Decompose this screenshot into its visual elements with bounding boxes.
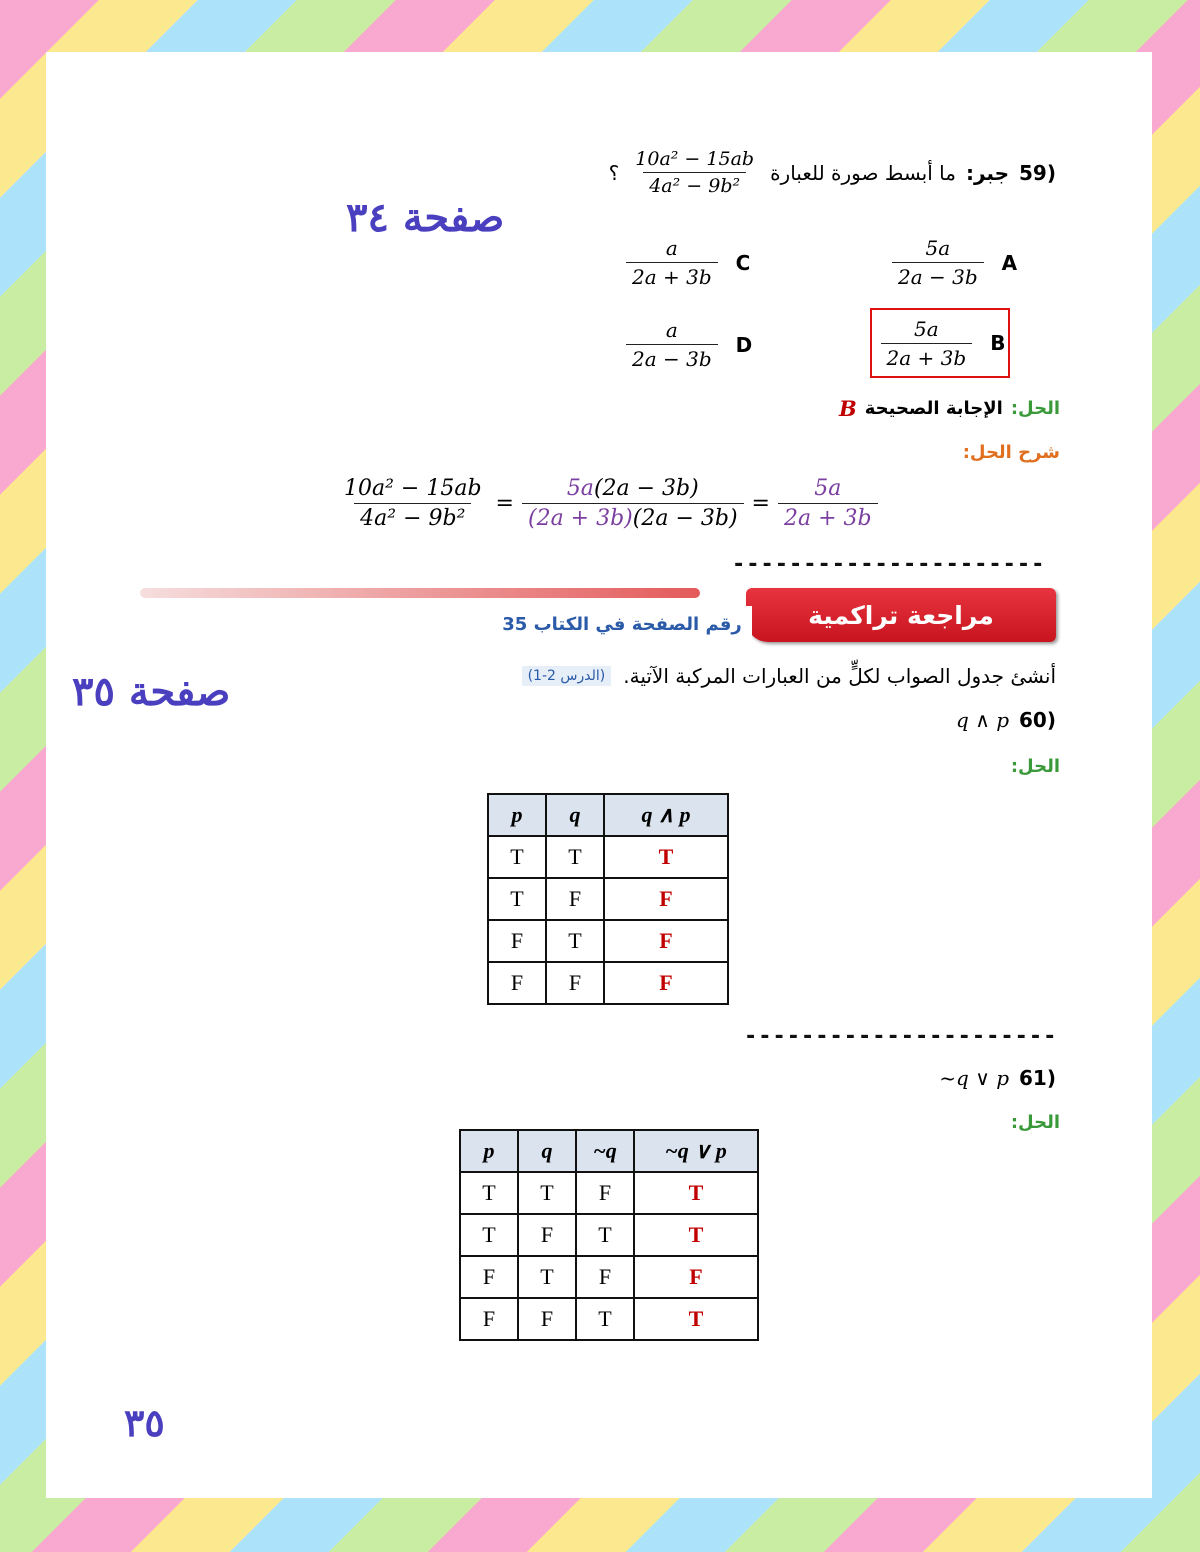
- page-sheet: [46, 52, 1152, 1498]
- explain-f2-num-a: 5a: [566, 476, 594, 501]
- q60-number: 60): [1019, 708, 1056, 732]
- q60-header-p: p: [488, 794, 546, 836]
- explain-label: شرح الحل:: [962, 442, 1060, 463]
- cell: F: [546, 878, 604, 920]
- option-b-fraction: [881, 317, 973, 370]
- q59-number: 59): [1019, 160, 1056, 185]
- cell: F: [488, 920, 546, 962]
- q60-solution-label: الحل:: [1010, 756, 1060, 777]
- cell: T: [488, 836, 546, 878]
- solution-label: الحل:: [1010, 398, 1060, 419]
- q61-header-notq: ~q: [576, 1130, 634, 1172]
- q59-expression: [629, 148, 760, 197]
- table-row: [460, 1256, 758, 1298]
- explain-fraction-2: [522, 476, 744, 531]
- option-a-den: 2a − 3b: [892, 262, 984, 289]
- page-label-35: صفحة ٣٥: [72, 668, 231, 715]
- option-c-label: C: [735, 250, 751, 275]
- cell: T: [460, 1172, 518, 1214]
- q61-solution-label: الحل:: [1010, 1112, 1060, 1133]
- q59-expr-numerator: 10a² − 15ab: [635, 148, 755, 170]
- option-b-num: 5a: [914, 316, 939, 341]
- cell: T: [460, 1214, 518, 1256]
- book-page-number: رقم الصفحة في الكتاب 35: [492, 606, 752, 642]
- q60-header-result: q ∧ p: [604, 794, 728, 836]
- option-c-den: 2a + 3b: [626, 262, 718, 289]
- q59-question-mark: ؟: [608, 160, 620, 185]
- instruction-text: أنشئ جدول الصواب لكلٍّ من العبارات المركبة الآتية.: [623, 664, 1056, 688]
- explain-f2-den-b: (2a − 3b): [632, 506, 738, 531]
- table-row: [488, 836, 728, 878]
- explain-f3-den: 2a + 3b: [778, 503, 878, 531]
- explain-f1-num: 10a² − 15ab: [344, 476, 482, 501]
- cell: F: [546, 962, 604, 1004]
- table-row: [460, 1172, 758, 1214]
- cell: F: [460, 1298, 518, 1340]
- cell: F: [518, 1298, 576, 1340]
- table-row: [460, 1214, 758, 1256]
- cell: F: [460, 1256, 518, 1298]
- q59-subject: جبر:: [965, 160, 1010, 185]
- q59-expr-denominator: 4a² − 9b²: [643, 172, 746, 197]
- option-b-label: B: [990, 331, 1006, 355]
- page-label-34: صفحة ٣٤: [346, 194, 505, 241]
- option-d-fraction: [626, 318, 718, 371]
- option-d-num: a: [665, 318, 678, 342]
- option-a-fraction: [892, 236, 984, 289]
- option-d-label: D: [735, 332, 753, 357]
- equals-sign-2: =: [751, 491, 770, 516]
- result-cell: T: [634, 1298, 758, 1340]
- cell: T: [546, 836, 604, 878]
- cell: F: [576, 1256, 634, 1298]
- q59-text: ما أبسط صورة للعبارة: [770, 160, 956, 185]
- q59-solution: [839, 396, 1060, 421]
- review-instruction: [522, 664, 1056, 688]
- cell: F: [488, 962, 546, 1004]
- q60-heading: [956, 708, 1056, 732]
- cell: F: [518, 1214, 576, 1256]
- cell: T: [576, 1298, 634, 1340]
- separator-dashes-1: ----------------------: [732, 552, 1046, 577]
- result-cell: F: [604, 878, 728, 920]
- option-b-den: 2a + 3b: [881, 343, 973, 370]
- solution-text: الإجابة الصحيحة: [864, 398, 1003, 419]
- option-d[interactable]: [626, 318, 752, 371]
- option-d-den: 2a − 3b: [626, 344, 718, 371]
- option-c-num: a: [665, 236, 678, 260]
- option-a[interactable]: [892, 236, 1017, 289]
- option-a-label: A: [1001, 250, 1018, 275]
- q61-header-result: ~q ∨ p: [634, 1130, 758, 1172]
- q61-expression: ~q ∨ p: [939, 1066, 1010, 1090]
- q60-expression: q ∧ p: [956, 708, 1010, 732]
- q60-header-q: q: [546, 794, 604, 836]
- cell: T: [576, 1214, 634, 1256]
- explain-f2-num-b: (2a − 3b): [593, 476, 699, 501]
- result-cell: F: [634, 1256, 758, 1298]
- cell: F: [576, 1172, 634, 1214]
- result-cell: F: [604, 962, 728, 1004]
- footer-page-number: ٣٥: [124, 1400, 165, 1445]
- explain-f2-den-a: (2a + 3b): [527, 506, 633, 531]
- result-cell: T: [604, 836, 728, 878]
- result-cell: F: [604, 920, 728, 962]
- option-b-selected[interactable]: [870, 308, 1010, 378]
- option-c[interactable]: [626, 236, 750, 289]
- q61-number: 61): [1019, 1066, 1056, 1090]
- q60-truth-table: [487, 793, 729, 1005]
- q61-header-p: p: [460, 1130, 518, 1172]
- equals-sign-1: =: [495, 491, 514, 516]
- option-c-fraction: [626, 236, 718, 289]
- cell: T: [488, 878, 546, 920]
- cell: T: [518, 1256, 576, 1298]
- separator-dashes-2: ----------------------: [744, 1024, 1058, 1049]
- explain-fraction-3: [778, 476, 878, 531]
- table-row: [460, 1298, 758, 1340]
- banner-stripe: [140, 588, 700, 598]
- q59-heading: [609, 148, 1056, 197]
- explain-equation: [338, 476, 878, 531]
- explain-f1-den: 4a² − 9b²: [354, 503, 471, 531]
- cell: T: [518, 1172, 576, 1214]
- table-row: [488, 962, 728, 1004]
- explain-fraction-1: [338, 476, 488, 531]
- lesson-reference: (الدرس 2-1): [522, 666, 612, 686]
- table-row: [488, 878, 728, 920]
- result-cell: T: [634, 1172, 758, 1214]
- result-cell: T: [634, 1214, 758, 1256]
- explain-f3-num: 5a: [814, 476, 842, 501]
- q61-header-q: q: [518, 1130, 576, 1172]
- solution-answer: B: [838, 396, 857, 421]
- q61-heading: [939, 1066, 1056, 1090]
- q61-truth-table: [459, 1129, 759, 1341]
- review-banner: مراجعة تراكمية: [746, 588, 1056, 642]
- table-row: [488, 920, 728, 962]
- cell: T: [546, 920, 604, 962]
- option-a-num: 5a: [925, 236, 951, 260]
